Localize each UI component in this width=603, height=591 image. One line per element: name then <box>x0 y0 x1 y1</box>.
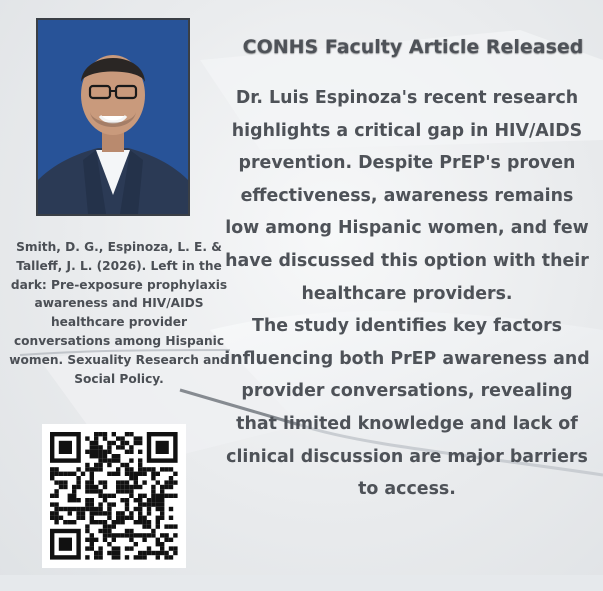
qr-code-icon[interactable] <box>42 424 186 568</box>
article-summary <box>222 82 592 506</box>
page-title: CONHS Faculty Article Released <box>242 36 584 58</box>
summary-paragraph-1: Dr. Luis Espinoza's recent research highlights a critical gap in HIV/AIDS prevention. Despite PrEP's proven effectiveness, awareness remains low among Hispanic women, and few have discussed this option with their healthcare providers. <box>225 88 589 304</box>
article-citation: Smith, D. G., Espinoza, L. E. & Talleff, J. L. (2026). Left in the dark: Pre-exposure prophylaxis awareness and HIV/AIDS healthcare provider conversations among Hispanic women. Sexuality Research and Social Policy. <box>9 240 229 386</box>
author-photo <box>36 18 190 216</box>
summary-paragraph-2: The study identifies key factors influencing both PrEP awareness and provider conversations, revealing that limited knowledge and lack of clinical discussion are major barriers to access. <box>224 316 590 500</box>
